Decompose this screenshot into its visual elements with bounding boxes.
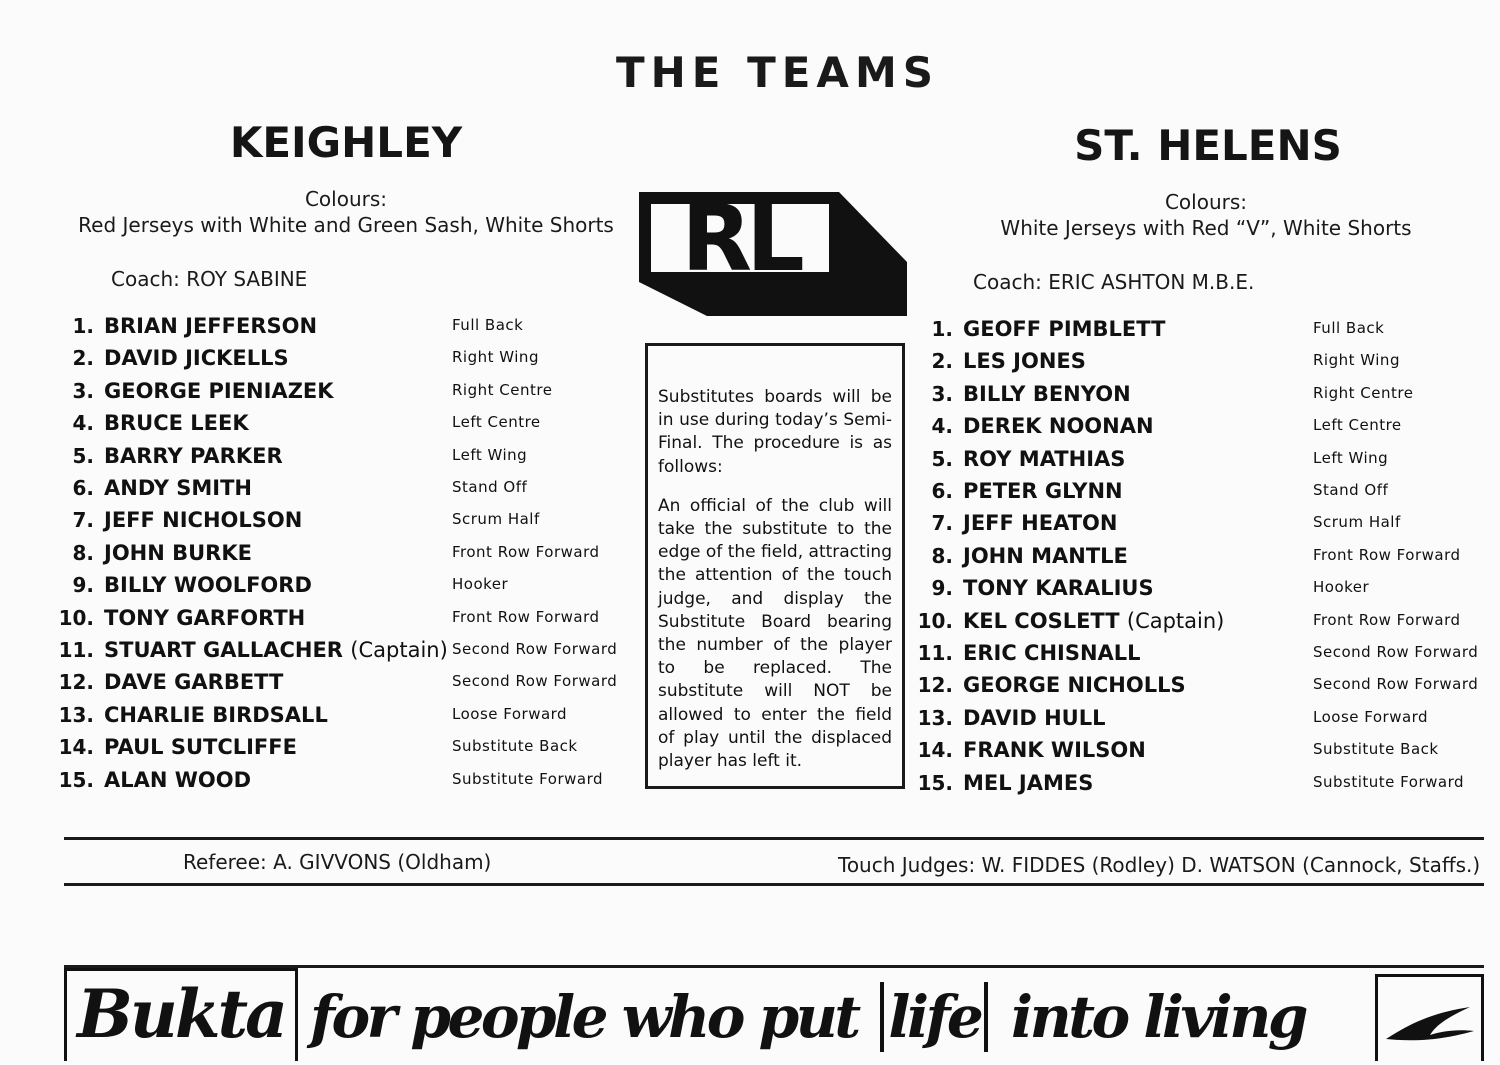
player-position: Loose Forward [1313,707,1429,726]
player-name [104,346,289,370]
player-position: Left Centre [452,413,541,432]
player-row [915,641,1485,673]
player-name-text: MEL JAMES [963,770,1094,795]
bukta-advert [64,965,1484,1061]
keighley-colours-label: Colours: [304,187,388,211]
player-row [56,638,626,670]
player-row [915,317,1485,349]
player-name [963,576,1154,600]
divider-bottom [64,883,1484,886]
substitutes-notice-para1: Substitutes boards will be in use during today’s Semi-Final. The procedure is as follows: [658,387,892,477]
player-row [56,314,626,346]
player-number: 5. [931,446,953,471]
player-row [915,609,1485,641]
player-name [963,609,1224,633]
player-position: Stand Off [452,478,528,496]
player-name-text: GEORGE NICHOLLS [963,673,1186,698]
player-name [963,414,1154,438]
player-name-text: DAVID JICKELLS [104,346,289,371]
player-number: 1. [72,314,94,338]
player-name [963,544,1128,568]
player-number: 10. [58,605,94,630]
player-position: Front Row Forward [452,607,600,626]
player-position: Substitute Back [1313,740,1439,759]
player-number: 13. [58,702,94,727]
player-position: Full Back [452,316,524,334]
player-row [56,508,626,540]
player-number: 9. [72,573,94,598]
player-position: Second Row Forward [452,640,618,658]
player-name [104,379,334,403]
player-name [104,508,302,532]
player-position: Substitute Back [452,737,578,756]
player-name [104,735,297,759]
player-position: Scrum Half [452,510,540,529]
st-helens-colours: White Jerseys with Red “V”, White Shorts [1000,216,1412,240]
player-name [104,411,249,435]
bukta-slogan [310,974,1380,1060]
player-name [104,638,448,662]
player-position: Right Centre [452,380,553,399]
page-title: THE TEAMS [615,48,939,97]
touch-judges: Touch Judges: W. FIDDES (Rodley) D. WATSON (Cannock, Staffs.) [838,853,1481,877]
player-name-text: ERIC CHISNALL [963,641,1141,665]
player-position: Right Wing [452,348,539,367]
player-name-text: KEL COSLETT [963,608,1120,633]
player-number: 12. [58,670,94,695]
bukta-brand: Bukta [64,968,298,1061]
player-name-text: DAVE GARBETT [104,670,284,695]
substitutes-notice-para2: An official of the club will take the substitute to the edge of the field, attracting the attention of the touch judge, and display the Substitute Board bearing the number of the player to be replaced. The substitute will NOT be allowed to enter the field of play until the displaced player has left it. [658,495,892,772]
player-row [915,771,1485,803]
slogan-life: life [880,982,988,1052]
player-row [56,379,626,411]
player-number: 11. [917,641,953,665]
player-name-text: GEORGE PIENIAZEK [104,378,334,403]
player-name [104,606,305,630]
slogan-pre: for people who put [310,983,858,1051]
player-name-text: GEOFF PIMBLETT [963,317,1166,341]
player-number: 10. [917,608,953,633]
player-number: 2. [931,349,953,374]
player-row [915,479,1485,511]
player-position: Front Row Forward [1313,610,1461,629]
rl-logo [639,192,909,316]
player-position: Right Wing [1313,351,1400,370]
player-row [56,606,626,638]
substitutes-notice [645,343,905,789]
player-name-text: JOHN BURKE [104,540,252,565]
player-name [963,511,1117,535]
player-name-text: LES JONES [963,349,1086,374]
player-number: 8. [72,540,94,565]
player-name-text: BILLY WOOLFORD [104,573,312,598]
player-name [104,670,283,694]
player-row [915,738,1485,770]
player-number: 7. [931,511,953,536]
player-row [915,544,1485,576]
referee: Referee: A. GIVVONS (Oldham) [183,850,492,874]
player-row [56,444,626,476]
player-position: Left Centre [1313,416,1402,435]
player-name [104,768,251,792]
player-name-text: JEFF NICHOLSON [104,508,303,533]
player-row [915,447,1485,479]
player-name [963,673,1186,697]
player-position: Left Wing [1313,448,1389,467]
player-name [104,541,252,565]
player-position: Left Wing [452,445,528,464]
player-name [104,444,283,468]
keighley-team-name: KEIGHLEY [229,118,463,167]
player-name-text: FRANK WILSON [963,738,1146,763]
player-row [915,673,1485,705]
player-name [963,738,1146,762]
player-number: 3. [72,378,94,403]
player-number: 12. [917,673,953,698]
player-number: 5. [72,443,94,468]
player-name [104,703,328,727]
player-name [104,573,312,597]
player-position: Right Centre [1313,383,1414,402]
player-name [963,447,1125,471]
player-name-text: BILLY BENYON [963,381,1131,406]
player-name [963,706,1105,730]
player-number: 7. [72,508,94,533]
player-number: 9. [931,576,953,601]
captain-note: (Captain) [1126,608,1225,633]
player-name [963,641,1141,665]
player-position: Front Row Forward [1313,545,1461,564]
player-number: 14. [917,738,953,763]
player-row [56,476,626,508]
player-name-text: CHARLIE BIRDSALL [104,702,328,727]
player-name-text: ROY MATHIAS [963,446,1126,471]
player-name-text: DAVID HULL [963,705,1106,730]
player-row [56,703,626,735]
player-name-text: BARRY PARKER [104,443,283,468]
player-number: 4. [931,414,953,439]
player-row [56,541,626,573]
player-row [56,670,626,702]
keighley-coach: Coach: ROY SABINE [111,267,308,291]
player-number: 13. [917,705,953,730]
player-row [56,768,626,800]
slogan-post: into living [1011,983,1305,1051]
player-name [963,382,1131,406]
player-name-text: TONY KARALIUS [963,576,1154,601]
player-name-text: JEFF HEATON [963,511,1118,536]
player-row [915,576,1485,608]
bukta-swallow-logo [1375,974,1484,1061]
player-name-text: STUART GALLACHER [104,638,343,662]
player-name [963,349,1086,373]
swallow-icon [1378,977,1481,1061]
player-name-text: ALAN WOOD [104,767,252,792]
player-position: Substitute Forward [452,769,604,788]
player-row [915,706,1485,738]
player-name [104,476,252,500]
player-name-text: PAUL SUTCLIFFE [104,735,297,760]
player-row [915,349,1485,381]
player-position: Front Row Forward [452,542,600,561]
keighley-colours: Red Jerseys with White and Green Sash, White Shorts [78,213,614,237]
player-position: Stand Off [1313,481,1389,499]
player-name-text: TONY GARFORTH [104,605,306,630]
player-number: 6. [931,479,953,503]
divider-top [64,837,1484,840]
player-position: Second Row Forward [452,672,618,691]
player-position: Full Back [1313,319,1385,337]
player-name [104,314,317,338]
st-helens-team-name: ST. HELENS [1074,121,1342,170]
player-number: 6. [72,476,94,500]
player-name [963,317,1165,341]
rl-logo-text: RL [681,192,799,292]
player-name-text: ANDY SMITH [104,476,252,500]
player-number: 2. [72,346,94,371]
player-position: Second Row Forward [1313,675,1479,694]
st-helens-colours-label: Colours: [1164,190,1248,214]
player-position: Second Row Forward [1313,643,1479,661]
player-name-text: PETER GLYNN [963,479,1123,503]
player-number: 3. [931,381,953,406]
player-row [915,414,1485,446]
player-number: 1. [931,317,953,341]
player-name-text: BRUCE LEEK [104,411,249,436]
player-name [963,771,1093,795]
player-number: 8. [931,543,953,568]
player-number: 15. [58,767,94,792]
player-position: Substitute Forward [1313,772,1465,791]
player-position: Loose Forward [452,704,568,723]
player-number: 4. [72,411,94,436]
player-row [56,573,626,605]
st-helens-coach: Coach: ERIC ASHTON M.B.E. [973,270,1255,294]
player-name-text: JOHN MANTLE [963,543,1128,568]
player-row [56,411,626,443]
captain-note: (Captain) [350,638,448,662]
player-position: Hooker [452,575,509,594]
player-name-text: BRIAN JEFFERSON [104,314,318,338]
player-row [915,511,1485,543]
player-row [56,735,626,767]
player-name-text: DEREK NOONAN [963,414,1154,439]
player-number: 15. [917,770,953,795]
player-number: 11. [58,638,94,662]
player-number: 14. [58,735,94,760]
player-row [56,346,626,378]
player-position: Hooker [1313,578,1370,597]
player-row [915,382,1485,414]
player-name [963,479,1123,503]
player-position: Scrum Half [1313,513,1401,532]
